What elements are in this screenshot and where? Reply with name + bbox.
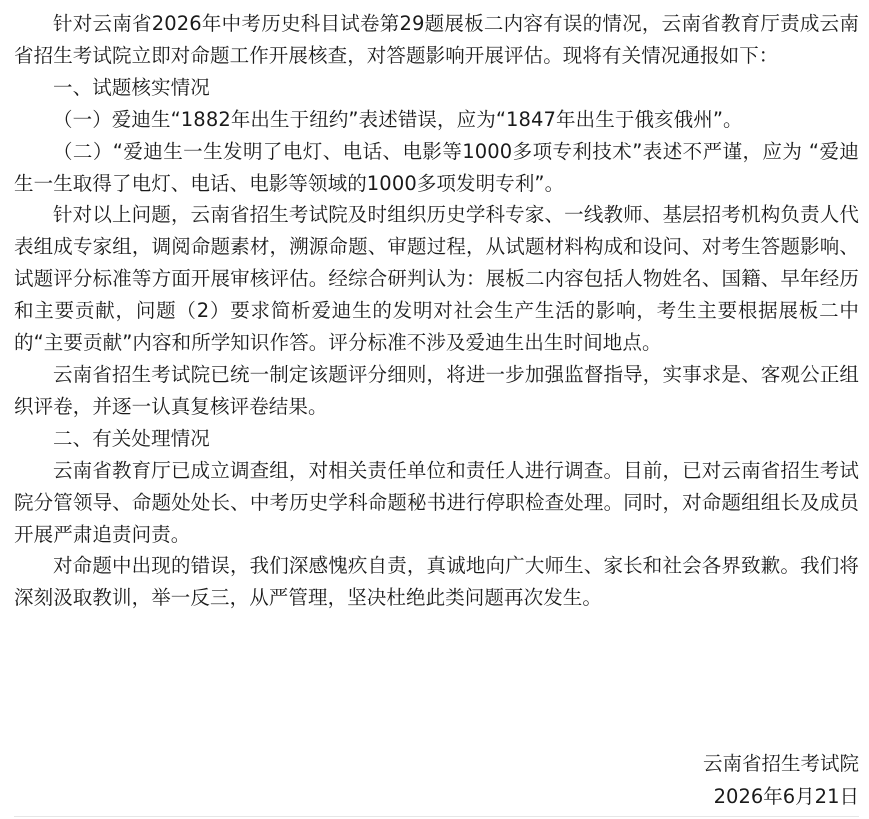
signature-date: 2026年6月21日: [713, 785, 859, 808]
investigation-paragraph: 云南省教育厅已成立调查组，对相关责任单位和责任人进行调查。目前，已对云南省招生考试院分管领导、命题处处长、中考历史学科命题秘书进行停职检查处理。同时，对命题组组长及成员开展严肃追责问责。: [14, 458, 859, 546]
item-two-paragraph: （二）“爱迪生一生发明了电灯、电话、电影等1000多项专利技术”表述不严谨，应为 “爱迪生一生取得了电灯、电话、电影等领域的1000多项发明专利”。: [14, 139, 859, 195]
signature-block: [703, 747, 859, 813]
notice-body: [14, 8, 859, 614]
bottom-divider: [14, 816, 859, 817]
section-heading-verification: 一、试题核实情况: [53, 75, 210, 99]
apology-paragraph: 对命题中出现的错误，我们深感愧疚自责，真诚地向广大师生、家长和社会各界致歉。我们将深刻汲取教训，举一反三，从严管理，坚决杜绝此类问题再次发生。: [14, 554, 859, 610]
section-heading-handling: 二、有关处理情况: [53, 426, 210, 450]
assessment-paragraph: 针对以上问题，云南省招生考试院及时组织历史学科专家、一线教师、基层招考机构负责人代表组成专家组，调阅命题素材，溯源命题、审题过程，从试题材料构成和设问、对考生答题影响、试题评分标准等方面开展审核评估。经综合研判认为：展板二内容包括人物姓名、国籍、早年经历和主要贡献，问题（2）要求简析爱迪生的发明对社会生产生活的影响，考生主要根据展板二中的“主要贡献”内容和所学知识作答。评分标准不涉及爱迪生出生时间地点。: [14, 203, 859, 355]
signature-organization: 云南省招生考试院: [702, 752, 859, 775]
item-one-paragraph: （一）爱迪生“1882年出生于纽约”表述错误，应为“1847年出生于俄亥俄州”。: [53, 107, 743, 131]
grading-paragraph: 云南省招生考试院已统一制定该题评分细则，将进一步加强监督指导，实事求是、客观公正组织评卷，并逐一认真复核评卷结果。: [14, 362, 859, 418]
intro-paragraph: 针对云南省2026年中考历史科目试卷第29题展板二内容有误的情况，云南省教育厅责成云南省招生考试院立即对命题工作开展核查，对答题影响开展评估。现将有关情况通报如下：: [14, 12, 859, 67]
